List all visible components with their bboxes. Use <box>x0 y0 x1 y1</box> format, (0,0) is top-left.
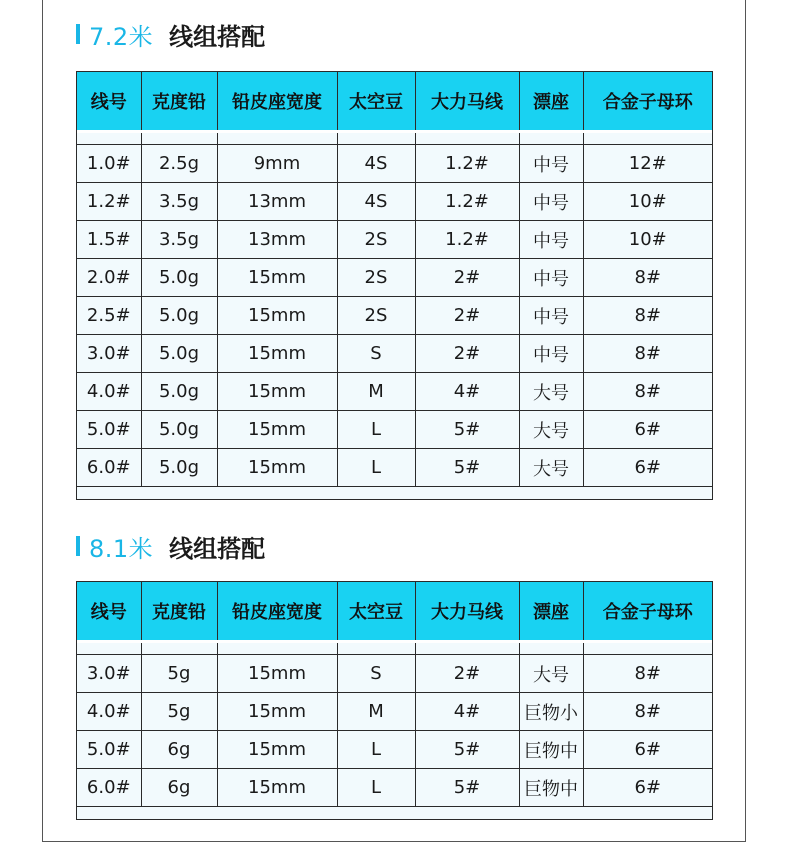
table-cell: 2# <box>415 259 519 297</box>
table-cell: M <box>337 373 415 411</box>
column-header: 线号 <box>77 582 141 642</box>
column-header: 漂座 <box>519 582 583 642</box>
table-cell: 8# <box>583 259 712 297</box>
spacer-cell <box>141 132 217 145</box>
table-bottom-padding <box>77 487 712 500</box>
table-cell: 6.0# <box>86 457 131 478</box>
column-header: 大力马线 <box>415 72 519 132</box>
table-cell: 巨物小 <box>519 693 583 731</box>
section-heading: 线组搭配 <box>169 534 266 563</box>
spacer-cell <box>77 642 141 655</box>
table-cell: 中号 <box>519 183 583 221</box>
table-spacer-row <box>77 132 712 145</box>
table-cell: 大号 <box>519 655 583 693</box>
table-cell: 2.5# <box>86 305 131 326</box>
table-cell: 10# <box>583 221 712 259</box>
spacer-cell <box>519 132 583 145</box>
section-title-2 <box>76 529 265 563</box>
table-cell: 8# <box>583 693 712 731</box>
section-length: 8.1米 <box>89 534 154 563</box>
title-accent-bar <box>76 536 80 556</box>
table-cell: 9mm <box>217 145 337 183</box>
spacer-cell <box>583 132 712 145</box>
table-cell: 15mm <box>217 373 337 411</box>
table-cell: 中号 <box>519 145 583 183</box>
section-heading: 线组搭配 <box>169 22 266 51</box>
table-cell: 3.5g <box>141 221 217 259</box>
table-cell: 5.0# <box>86 739 131 760</box>
table-cell: 2.5g <box>141 145 217 183</box>
table-cell: 15mm <box>217 693 337 731</box>
table-cell: L <box>337 731 415 769</box>
table-cell: 大号 <box>519 373 583 411</box>
table-cell: 5.0g <box>141 373 217 411</box>
table-cell: 5g <box>141 655 217 693</box>
frame-right-border <box>745 0 746 842</box>
table-cell: 中号 <box>519 259 583 297</box>
column-header: 合金子母环 <box>583 582 712 642</box>
table-cell: 15mm <box>217 655 337 693</box>
spacer-cell <box>217 132 337 145</box>
table-cell: M <box>337 693 415 731</box>
column-header: 合金子母环 <box>583 72 712 132</box>
table-cell: 1.0# <box>86 153 131 174</box>
table-cell: 2# <box>415 335 519 373</box>
frame-left-border <box>42 0 43 842</box>
table-cell: 4# <box>415 693 519 731</box>
table-row <box>77 731 712 769</box>
table-row <box>77 221 712 259</box>
table-cell: 15mm <box>217 297 337 335</box>
spacer-cell <box>141 642 217 655</box>
table-cell: 2S <box>337 297 415 335</box>
padding-cell <box>77 487 712 500</box>
spacer-cell <box>415 132 519 145</box>
table-cell: 5.0g <box>141 335 217 373</box>
spacer-cell <box>217 642 337 655</box>
table-cell: 3.5g <box>141 183 217 221</box>
table-cell: 8# <box>583 655 712 693</box>
table-cell: 中号 <box>519 221 583 259</box>
table-row <box>77 411 712 449</box>
spacer-cell <box>415 642 519 655</box>
table-row <box>77 297 712 335</box>
table-bottom-padding <box>77 807 712 820</box>
table-cell: 3.0# <box>86 663 131 684</box>
table-row <box>77 183 712 221</box>
column-header: 漂座 <box>519 72 583 132</box>
table-cell: 6.0# <box>86 777 131 798</box>
table-row <box>77 145 712 183</box>
table-cell: 巨物中 <box>519 731 583 769</box>
column-header: 线号 <box>77 72 141 132</box>
table-cell: 6# <box>583 449 712 487</box>
table-row <box>77 373 712 411</box>
table-cell: 巨物中 <box>519 769 583 807</box>
table-cell: 8# <box>583 335 712 373</box>
table-cell: 5.0g <box>141 449 217 487</box>
table-spacer-row <box>77 642 712 655</box>
column-header: 克度铅 <box>141 72 217 132</box>
table-row <box>77 769 712 807</box>
table-cell: 1.2# <box>415 145 519 183</box>
spacer-cell <box>77 132 141 145</box>
table-cell: 6# <box>583 411 712 449</box>
title-accent-bar <box>76 24 80 44</box>
table-cell: 5.0g <box>141 297 217 335</box>
table-cell: 5.0# <box>86 419 131 440</box>
table-cell: 6g <box>141 769 217 807</box>
spacer-cell <box>337 132 415 145</box>
table-cell: 6# <box>583 769 712 807</box>
table-cell: 4.0# <box>86 381 131 402</box>
table-cell: 大号 <box>519 411 583 449</box>
column-header: 铅皮座宽度 <box>217 582 337 642</box>
table-cell: 5# <box>415 769 519 807</box>
column-header: 太空豆 <box>337 582 415 642</box>
frame-bottom-border <box>42 841 746 842</box>
table-cell: 15mm <box>217 769 337 807</box>
table-cell: 13mm <box>217 221 337 259</box>
table-cell: 8# <box>583 297 712 335</box>
table-cell: 3.0# <box>86 343 131 364</box>
table-cell: 15mm <box>217 449 337 487</box>
table-cell: 5# <box>415 449 519 487</box>
spec-table-2 <box>76 581 713 820</box>
table-cell: 5# <box>415 411 519 449</box>
section-length: 7.2米 <box>89 22 154 51</box>
table-cell: 1.2# <box>415 221 519 259</box>
table-cell: 2S <box>337 221 415 259</box>
table-cell: 2# <box>415 655 519 693</box>
table-row <box>77 335 712 373</box>
table-cell: 12# <box>583 145 712 183</box>
table-header-row <box>77 72 712 132</box>
spacer-cell <box>583 642 712 655</box>
table-cell: 15mm <box>217 335 337 373</box>
table-row <box>77 449 712 487</box>
table-cell: 6# <box>583 731 712 769</box>
table-cell: 6g <box>141 731 217 769</box>
table-cell: 大号 <box>519 449 583 487</box>
table-cell: S <box>337 335 415 373</box>
table-cell: 1.2# <box>86 191 131 212</box>
table-cell: 4# <box>415 373 519 411</box>
spec-table-1 <box>76 71 713 500</box>
table-cell: 5g <box>141 693 217 731</box>
table-cell: 5.0g <box>141 259 217 297</box>
table-cell: L <box>337 411 415 449</box>
table-cell: 15mm <box>217 731 337 769</box>
table-header-row <box>77 582 712 642</box>
column-header: 铅皮座宽度 <box>217 72 337 132</box>
table-cell: 2# <box>415 297 519 335</box>
table-cell: 中号 <box>519 335 583 373</box>
table-cell: 13mm <box>217 183 337 221</box>
table-cell: L <box>337 449 415 487</box>
table-cell: L <box>337 769 415 807</box>
table-cell: 5.0g <box>141 411 217 449</box>
table-cell: 15mm <box>217 411 337 449</box>
table-cell: 1.2# <box>415 183 519 221</box>
table-cell: 中号 <box>519 297 583 335</box>
table-cell: 4S <box>337 183 415 221</box>
column-header: 太空豆 <box>337 72 415 132</box>
table-cell: 2S <box>337 259 415 297</box>
table-row <box>77 259 712 297</box>
column-header: 大力马线 <box>415 582 519 642</box>
spacer-cell <box>519 642 583 655</box>
spacer-cell <box>337 642 415 655</box>
column-header: 克度铅 <box>141 582 217 642</box>
table-cell: S <box>337 655 415 693</box>
table-cell: 15mm <box>217 259 337 297</box>
table-cell: 1.5# <box>86 229 131 250</box>
table-cell: 4.0# <box>86 701 131 722</box>
table-cell: 4S <box>337 145 415 183</box>
table-cell: 10# <box>583 183 712 221</box>
table-row <box>77 655 712 693</box>
table-cell: 5# <box>415 731 519 769</box>
table-row <box>77 693 712 731</box>
table-cell: 8# <box>583 373 712 411</box>
table-cell: 2.0# <box>86 267 131 288</box>
padding-cell <box>77 807 712 820</box>
section-title-1 <box>76 17 265 51</box>
